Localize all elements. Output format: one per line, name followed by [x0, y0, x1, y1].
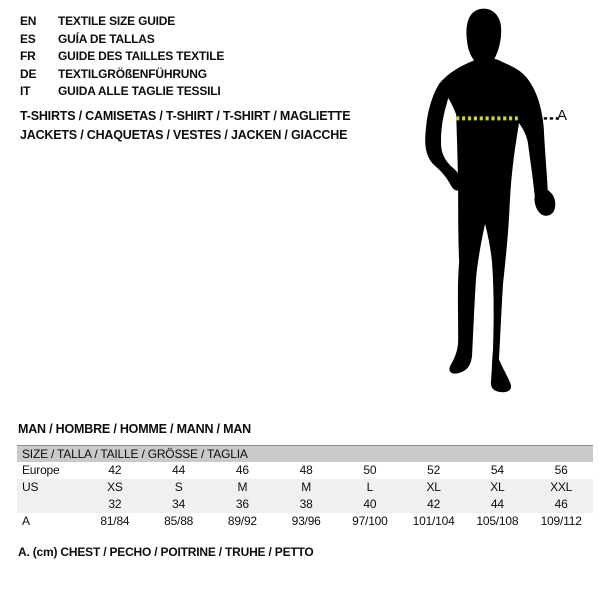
table-cell: M [237, 480, 248, 494]
table-row-chest-a [17, 513, 593, 530]
table-cell: 97/100 [352, 514, 388, 528]
table-row-europe [17, 462, 593, 479]
table-cell: 101/104 [412, 514, 455, 528]
size-table-header: SIZE / TALLA / TAILLE / GRÖSSE / TAGLIA [17, 445, 593, 462]
language-code: ES [20, 31, 36, 46]
measure-label-a: A [557, 107, 568, 124]
table-cell: 52 [427, 463, 441, 477]
table-row-numeric [17, 496, 593, 513]
table-cell: 44 [490, 497, 504, 511]
language-code: EN [20, 14, 37, 28]
table-cell: 81/84 [100, 514, 130, 528]
table-cell: 46 [235, 463, 249, 477]
table-cell: 105/108 [476, 514, 519, 528]
table-cell: M [301, 480, 312, 494]
language-code: IT [20, 84, 31, 98]
language-label: TEXTILGRÖßENFÜHRUNG [58, 66, 207, 81]
silhouette-shape [425, 9, 555, 393]
table-cell: 42 [108, 463, 122, 477]
language-item [20, 13, 224, 31]
table-cell: L [366, 480, 374, 494]
section-title: MAN / HOMBRE / HOMME / MANN / MAN [18, 422, 251, 436]
table-cell: 40 [363, 497, 377, 511]
table-cell: 54 [490, 463, 504, 477]
language-label: TEXTILE SIZE GUIDE [58, 14, 176, 28]
table-cell: 44 [172, 463, 186, 477]
language-code: DE [20, 66, 37, 81]
row-label: Europe [22, 463, 60, 477]
table-cell: 42 [427, 497, 441, 511]
category-line-tshirts: T-SHIRTS / CAMISETAS / T-SHIRT / T-SHIRT / MAGLIETTE [20, 109, 351, 123]
table-cell: 48 [299, 463, 313, 477]
table-cell: 46 [554, 497, 568, 511]
table-cell: XL [490, 480, 505, 494]
table-cell: 93/96 [291, 514, 321, 528]
row-label [17, 496, 83, 513]
table-cell: XXL [550, 480, 573, 494]
table-cell: XL [426, 480, 441, 494]
table-cell: 89/92 [227, 514, 257, 528]
language-item [20, 48, 224, 66]
language-label: GUIDA ALLE TAGLIE TESSILI [58, 84, 221, 98]
size-table [17, 445, 593, 530]
table-cell: S [174, 480, 183, 494]
language-label: GUÍA DE TALLAS [58, 31, 155, 46]
man-silhouette [405, 2, 580, 400]
category-line-jackets: JACKETS / CHAQUETAS / VESTES / JACKEN / GIACCHE [20, 128, 348, 142]
table-cell: 50 [363, 463, 377, 477]
table-cell: 85/88 [164, 514, 194, 528]
language-item [20, 66, 224, 84]
table-cell: 56 [554, 463, 568, 477]
language-item [20, 83, 224, 101]
language-code: FR [20, 49, 36, 63]
table-cell: XS [107, 480, 123, 494]
language-item [20, 31, 224, 49]
table-cell: 36 [235, 497, 249, 511]
table-cell: 109/112 [540, 514, 582, 528]
table-cell: 32 [108, 497, 122, 511]
table-cell: 38 [299, 497, 313, 511]
table-cell: 34 [172, 497, 186, 511]
language-list [20, 13, 224, 101]
footnote: A. (cm) CHEST / PECHO / POITRINE / TRUHE / PETTO [18, 545, 314, 559]
row-label: A [22, 514, 30, 528]
row-label: US [22, 480, 39, 494]
language-label: GUIDE DES TAILLES TEXTILE [58, 49, 225, 63]
table-row-us [17, 479, 593, 496]
category-list [20, 107, 350, 145]
